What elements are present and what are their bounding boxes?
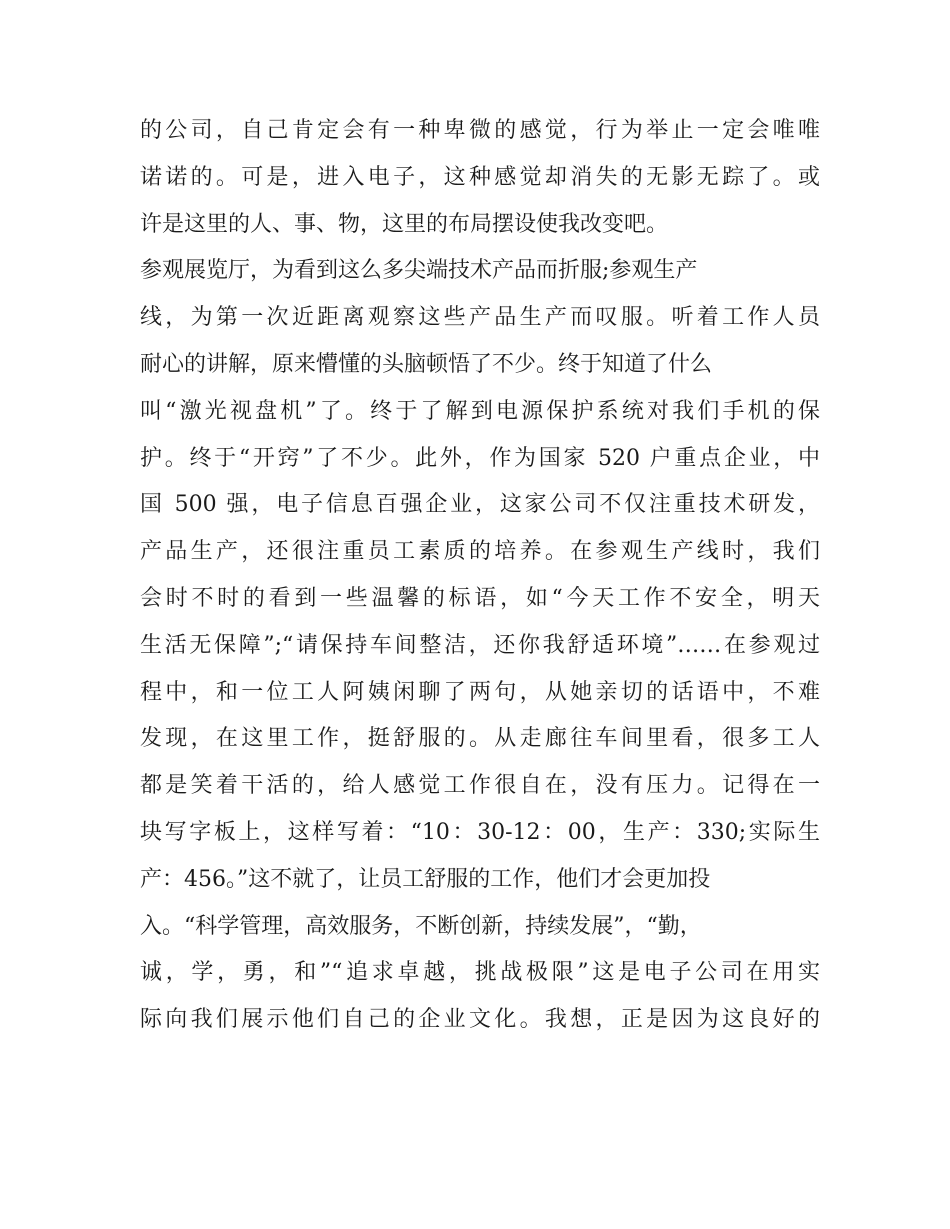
text-line-11: 会时不时的看到一些温馨的标语，如“今天工作不安全，明天 [140,585,820,611]
text-line-13: 程中，和一位工人阿姨闲聊了两句，从她亲切的话语中，不难 [140,679,820,705]
text-line-20: 际向我们展示他们自己的企业文化。我想，正是因为这良好的 [140,1007,820,1033]
text-line-17: 产：456。”这不就了，让员工舒服的工作，他们才会更加投 [140,866,711,892]
text-line-14: 发现，在这里工作，挺舒服的。从走廊往车间里看，很多工人 [140,726,820,752]
text-line-12: 生活无保障”;“请保持车间整洁，还你我舒适环境”……在参观过 [140,632,820,658]
text-line-7: 叫“激光视盘机”了。终于了解到电源保护系统对我们手机的保 [140,398,820,424]
text-line-5: 线，为第一次近距离观察这些产品生产而叹服。听着工作人员 [140,305,820,331]
text-line-6: 耐心的讲解，原来懵懂的头脑顿悟了不少。终于知道了什么 [140,351,713,377]
text-line-4: 参观展览厅，为看到这么多尖端技术产品而折服;参观生产 [140,258,698,284]
text-line-19: 诚，学，勇，和”“追求卓越，挑战极限”这是电子公司在用实 [140,960,820,986]
text-line-3: 许是这里的人、事、物，这里的布局摆设使我改变吧。 [140,211,669,237]
text-line-1: 的公司，自己肯定会有一种卑微的感觉，行为举止一定会唯唯 [140,118,820,143]
body-text [140,108,820,1044]
text-line-8: 护。终于“开窍”了不少。此外，作为国家 520 户重点企业，中 [140,445,820,471]
text-line-2: 诺诺的。可是，进入电子，这种感觉却消失的无影无踪了。或 [140,164,820,190]
text-line-9: 国 500 强，电子信息百强企业，这家公司不仅注重技术研发， [140,492,820,518]
text-line-15: 都是笑着干活的，给人感觉工作很自在，没有压力。记得在一 [140,773,820,799]
text-line-10: 产品生产，还很注重员工素质的培养。在参观生产线时，我们 [140,539,820,565]
text-line-18: 入。“科学管理，高效服务，不断创新，持续发展”，“勤， [140,913,702,939]
text-line-16: 块写字板上，这样写着：“10：30-12：00，生产：330;实际生 [140,819,820,845]
